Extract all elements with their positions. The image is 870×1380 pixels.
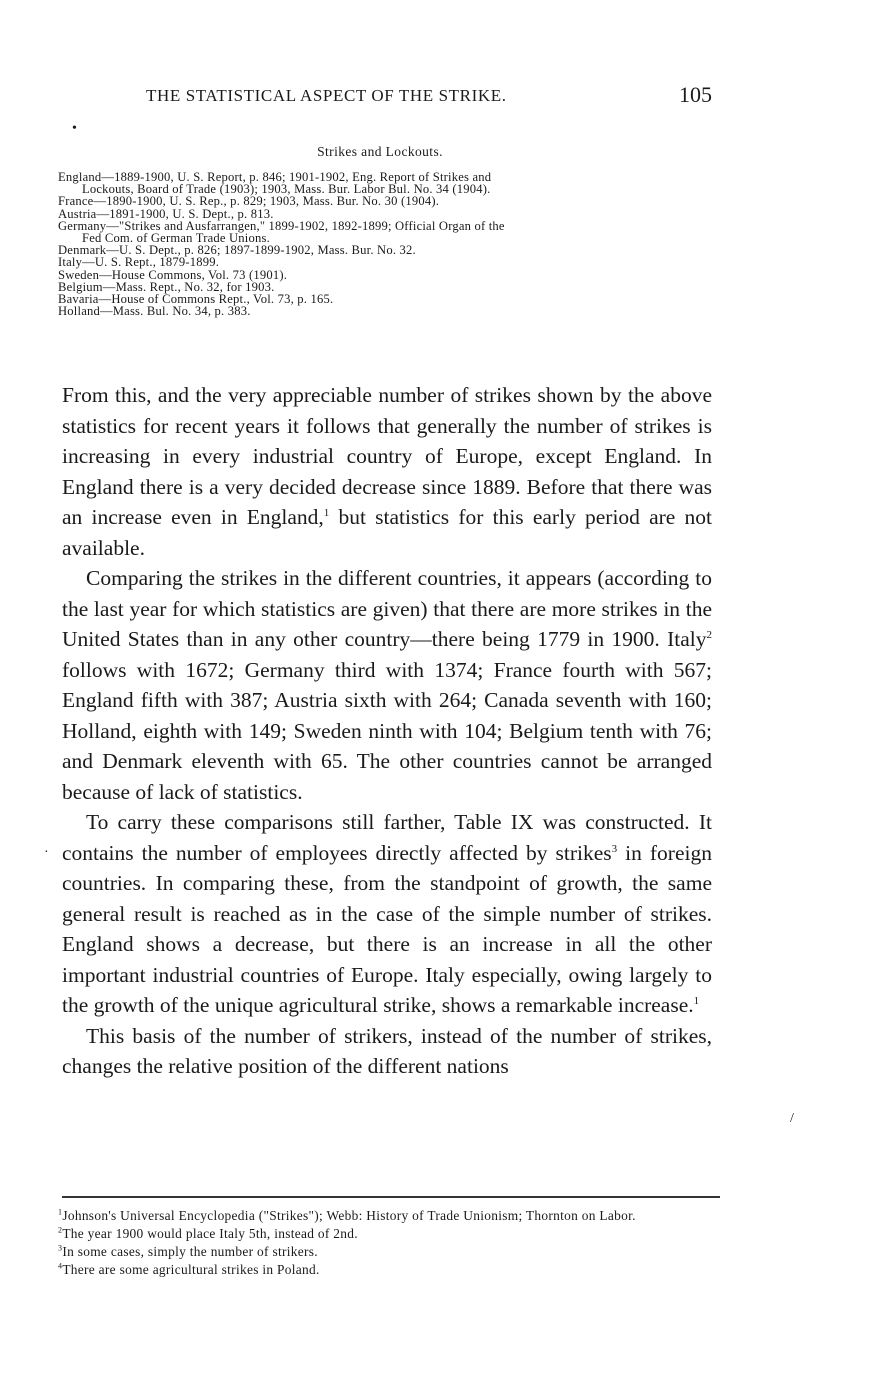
source-line: England—1889-1900, U. S. Report, p. 846; 1901-1902, Eng. Report of Strikes and [58, 170, 492, 184]
stray-print-mark: · [44, 845, 49, 860]
paragraph [62, 807, 712, 1021]
footnote-ref: 1 [693, 994, 700, 1007]
footnote-mark: 4 [58, 1261, 63, 1271]
source-line: Holland—Mass. Bul. No. 34, p. 383. [58, 304, 251, 319]
source-line: Germany—"Strikes and Ausfarrangen," 1899-1902, 1892-1899; Official Organ of the [58, 218, 505, 233]
source-line: Sweden—House Commons, Vol. 73 (1901). [58, 267, 288, 282]
running-title: THE STATISTICAL ASPECT OF THE STRIKE. [146, 86, 507, 105]
paragraph-text: This basis of the number of strikers, instead of the number of strikes, changes the relative position of the different nations [62, 1023, 712, 1078]
paragraph-text: in foreign countries. In comparing these, from the standpoint of growth, the same general result is reached as in the case of the simple number of strikes. England shows a decrease, but there is an increase in all the other important industrial countries of Europe. Italy especially, owing largely to the growth of the unique agricultural strike, shows a remarkable increase. [62, 840, 712, 1017]
stray-print-mark: / [790, 1111, 794, 1126]
sources-title: Strikes and Lockouts. [317, 144, 443, 159]
running-header [146, 82, 712, 107]
footnote-ref: 2 [706, 628, 712, 641]
footnote [58, 1227, 722, 1241]
source-line: Lockouts, Board of Trade (1903); 1903, Mass. Bur. Labor Bul. No. 34 (1904). [82, 182, 491, 197]
footnotes [58, 1209, 722, 1277]
footnote-rule [62, 1196, 720, 1198]
footnote-mark: 3 [58, 1243, 63, 1253]
footnote-text: The year 1900 would place Italy 5th, instead of 2nd. [62, 1226, 358, 1241]
paragraph-text: but statistics for this early period are not available. [62, 505, 713, 560]
body-text [62, 380, 712, 1082]
footnote-text: There are some agricultural strikes in Poland. [62, 1262, 320, 1277]
paragraph-text: From this, and the very appreciable number of strikes shown by the above statistics for recent years it follows that generally the number of strikes is increasing in every industrial country of Europe, except England. In England there is a very decided decrease since 1889. Before that there was an increase even in England, [62, 383, 712, 529]
footnote-mark: 1 [58, 1207, 63, 1217]
source-line: France—1890-1900, U. S. Rep., p. 829; 1903, Mass. Bur. No. 30 (1904). [58, 194, 440, 209]
footnote [58, 1209, 722, 1223]
footnote [58, 1245, 722, 1259]
source-line: Italy—U. S. Rept., 1879-1899. [58, 255, 220, 270]
source-line: Denmark—U. S. Dept., p. 826; 1897-1899-1902, Mass. Bur. No. 32. [58, 243, 416, 258]
source-line: Bavaria—House of Commons Rept., Vol. 73, p. 165. [58, 292, 334, 307]
footnote-mark: 2 [58, 1225, 63, 1235]
paragraph [62, 1021, 712, 1082]
paragraph-text: follows with 1672; Germany third with 1374; France fourth with 567; England fifth with 387; Austria sixth with 264; Canada seventh with 160; Holland, eighth with 149; Sweden ninth with 104; Belgium tenth with 76; and Denmark eleventh with 65. The other countries cannot be arranged because of lack of statistics. [62, 657, 712, 804]
footnote-text: Johnson's Universal Encyclopedia ("Strikes"); Webb: History of Trade Unionism; Thornton on Labor. [62, 1208, 636, 1223]
paragraph-text: Comparing the strikes in the different countries, it appears (according to the last year for which statistics are given) that there are more strikes in the United States than in any other country—there being 1779 in 1900. Italy [62, 566, 712, 651]
footnote-text: In some cases, simply the number of strikers. [62, 1244, 318, 1259]
page-number: 105 [679, 82, 712, 107]
source-line: Belgium—Mass. Rept., No. 32, for 1903. [58, 279, 275, 294]
paragraph-text: To carry these comparisons still farther, Table IX was constructed. It contains the number of employees directly affected by strikes [62, 810, 712, 865]
source-line: Austria—1891-1900, U. S. Dept., p. 813. [58, 206, 274, 221]
paragraph [62, 380, 712, 563]
footnote-ref: 3 [611, 842, 618, 855]
sources-list [58, 171, 713, 317]
stray-print-mark: • [72, 121, 77, 136]
paragraph [62, 563, 712, 807]
footnote-ref: 1 [323, 506, 330, 519]
source-line: Fed Com. of German Trade Unions. [82, 231, 270, 246]
footnote [58, 1263, 722, 1277]
